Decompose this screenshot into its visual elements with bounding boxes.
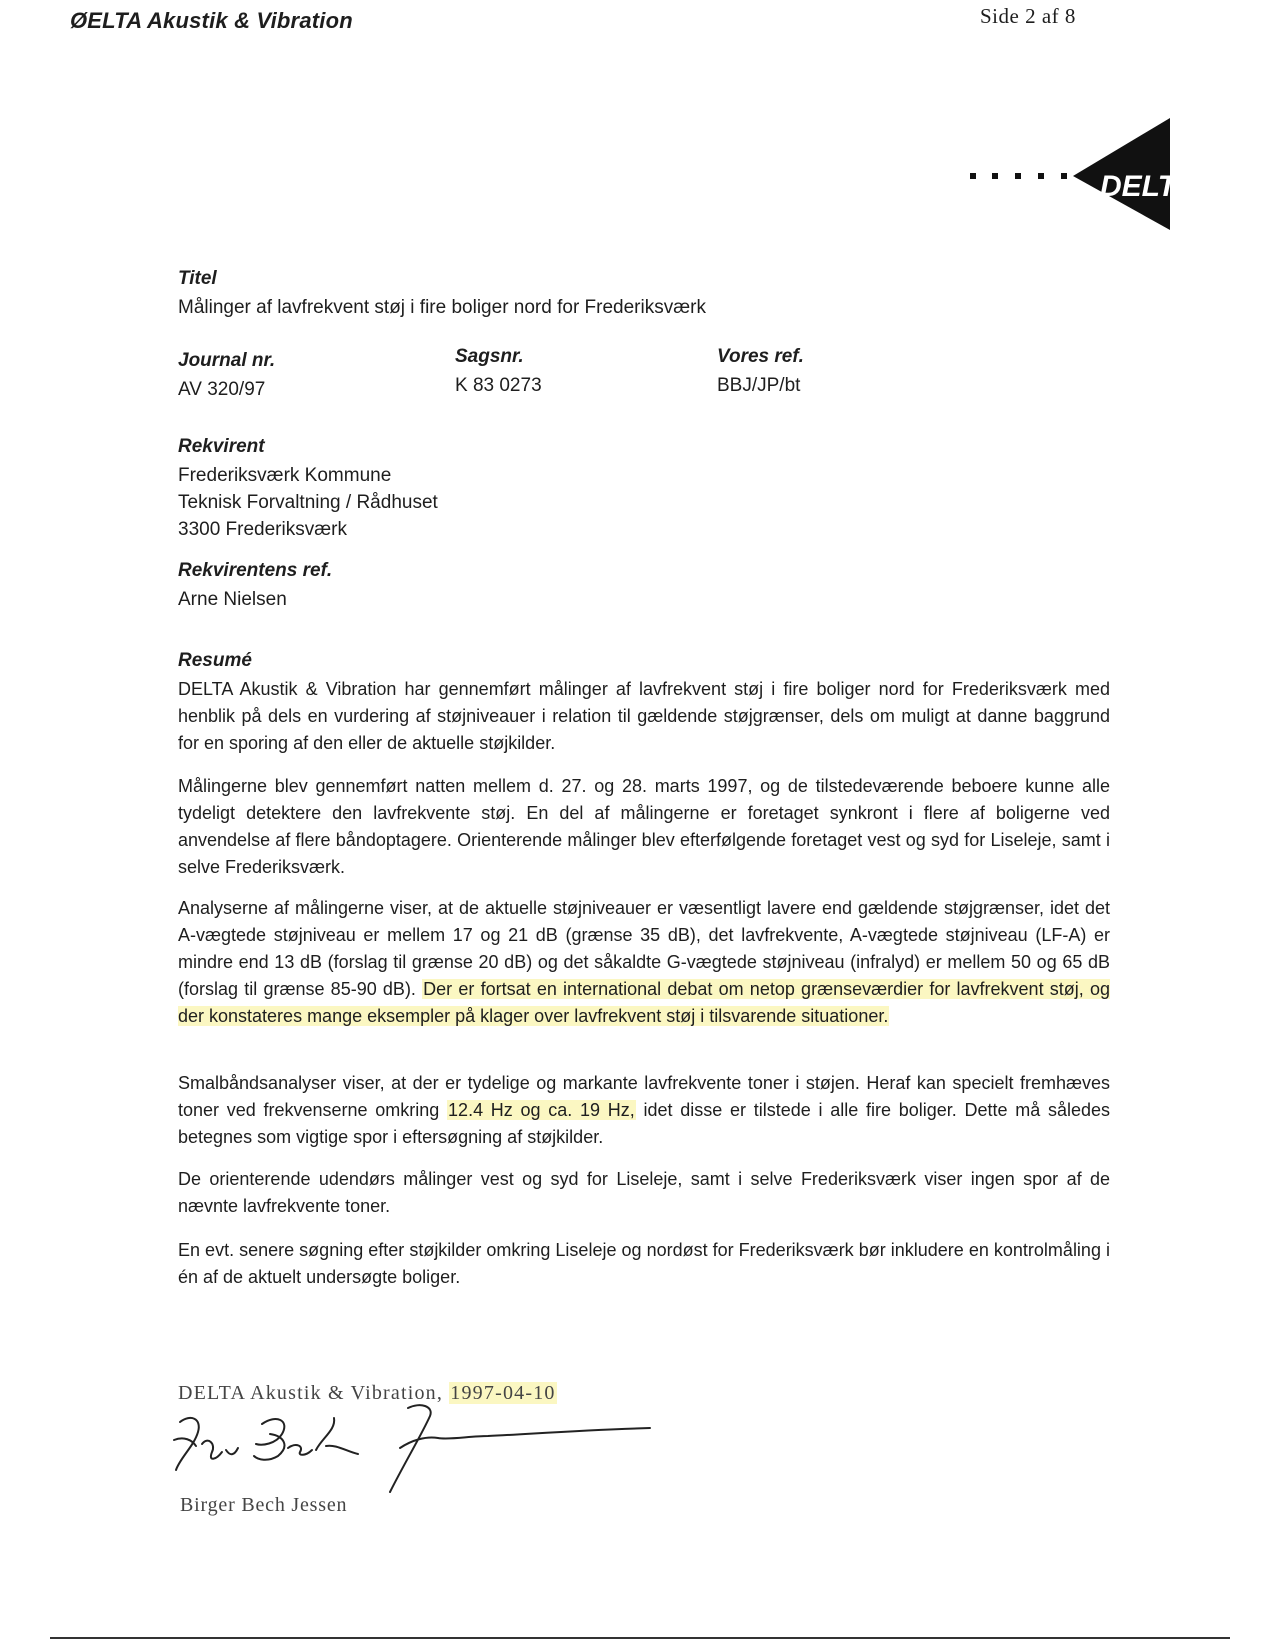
sag-block (455, 346, 542, 399)
resume-label: Resumé (178, 650, 252, 671)
resume-paragraph-3 (178, 895, 1110, 1030)
resume-paragraph-4 (178, 1070, 1110, 1151)
highlighted-text: Der er fortsat en international debat om netop grænseværdier for lavfrekvent støj, og der konstateres mange eksempler på klager over lavfrekvent støj i tilsvarende situationer. (178, 979, 1111, 1026)
resume-paragraph-4-text: Smalbåndsanalyser viser, at der er tydelige og markante lavfrekvente toner i støjen. Heraf kan specielt fremhæves toner ved frekvenserne omkring (178, 1073, 1110, 1120)
ref-label: Vores ref. (717, 346, 804, 367)
resume-paragraph-4-text: idet disse er tilstede i alle fire boliger. Dette må således betegnes som vigtige spor i eftersøgning af støjkilder. (178, 1100, 1110, 1147)
dotted-leader (970, 173, 1090, 179)
sag-label: Sagsnr. (455, 346, 524, 367)
title-block (178, 268, 706, 321)
resume-paragraph-2: Målingerne blev gennemført natten mellem d. 27. og 28. marts 1997, og de tilstedeværende beboere kunne alle tydeligt detektere den lavfrekvente støj. En del af målingerne er foretaget synkront i flere af boligerne ved anvendelse af flere båndoptagere. Orienterende målinger blev efterfølgende foretaget vest og syd for Liseleje, samt i selve Frederiksværk. (178, 776, 1110, 877)
resume-paragraph-1: DELTA Akustik & Vibration har gennemført målinger af lavfrekvent støj i fire boliger nord for Frederiksværk med henblik på dels en vurdering af støjniveauer i relation til gældende støjgrænser, dels om muligt at danne baggrund for en sporing af den eller de aktuelle støjkilder. (178, 679, 1110, 753)
rekvirent-line: 3300 Frederiksværk (178, 519, 347, 540)
rekvirent-block (178, 436, 438, 543)
journal-block (178, 350, 275, 403)
company-logo-text: ØELTA Akustik & Vibration (70, 8, 353, 33)
ref-block (717, 346, 804, 399)
title-value: Målinger af lavfrekvent støj i fire boliger nord for Frederiksværk (178, 297, 706, 318)
ref-value: BBJ/JP/bt (717, 375, 801, 396)
rekvirent-line: Teknisk Forvaltning / Rådhuset (178, 492, 438, 513)
sag-value: K 83 0273 (455, 375, 542, 396)
rekvirent-ref-block (178, 560, 332, 613)
page-number: Side 2 af 8 (980, 4, 1076, 28)
delta-mark-text: DELT (1100, 170, 1177, 203)
resume-paragraph-6: En evt. senere søgning efter støjkilder omkring Liseleje og nordøst for Frederiksværk bør inkludere en kontrolmåling i én af de aktuelt undersøgte boliger. (178, 1240, 1110, 1287)
rekvirent-line: Frederiksværk Kommune (178, 465, 392, 486)
signature-date: 1997-04-10 (450, 1382, 556, 1404)
rekvirent-ref-value: Arne Nielsen (178, 589, 287, 610)
delta-logo-mark (960, 118, 1235, 243)
resume-paragraph-5: De orienterende udendørs målinger vest og syd for Liseleje, samt i selve Frederiksværk viser ingen spor af de nævnte lavfrekvente toner. (178, 1169, 1110, 1216)
signer-name: Birger Bech Jessen (180, 1494, 348, 1516)
signature-org: DELTA Akustik & Vibration, (178, 1382, 444, 1404)
title-label: Titel (178, 268, 217, 289)
bottom-rule (50, 1637, 1230, 1639)
rekvirent-label: Rekvirent (178, 436, 265, 457)
highlighted-frequencies: 12.4 Hz og ca. 19 Hz, (448, 1100, 635, 1120)
resume-paragraph-3-text: Analyserne af målingerne viser, at de aktuelle støjniveauer er væsentligt lavere end gældende støjgrænser, idet det A-vægtede støjniveau er mellem 17 og 21 dB (grænse 35 dB), det lavfrekvente, A-vægtede støjniveau (LF-A) er mindre end 13 dB (forslag til grænse 20 dB) og det såkaldte G-vægtede støjniveau (infralyd) er mellem 50 og 65 dB (forslag til grænse 85-90 dB). (178, 898, 1110, 999)
rekvirent-ref-label: Rekvirentens ref. (178, 560, 333, 581)
journal-value: AV 320/97 (178, 379, 266, 400)
journal-label: Journal nr. (178, 350, 276, 371)
